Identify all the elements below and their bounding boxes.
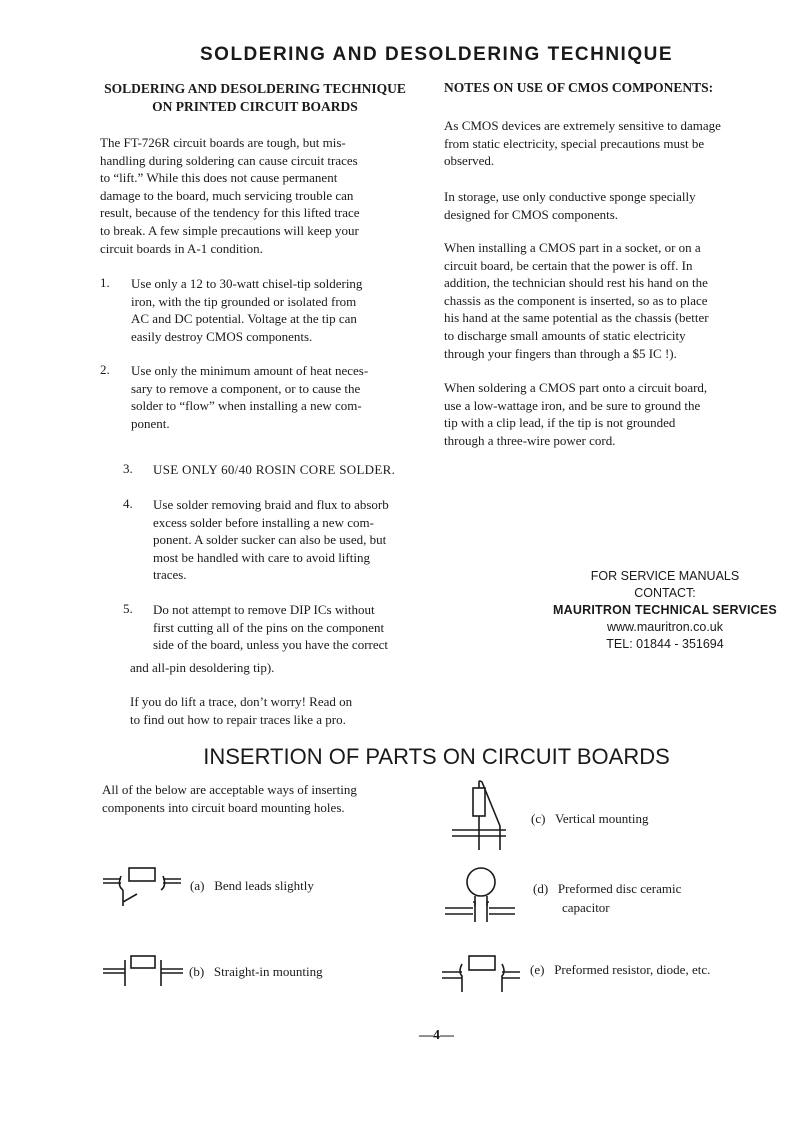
text-line: Use only a 12 to 30-watt chisel-tip soldering bbox=[131, 276, 363, 291]
left-heading-line-2: ON PRINTED CIRCUIT BOARDS bbox=[152, 99, 358, 114]
text-line: When soldering a CMOS part onto a circuit board, bbox=[444, 380, 708, 395]
list-item-number: 1. bbox=[100, 275, 110, 290]
text-line: All of the below are acceptable ways of inserting bbox=[102, 782, 357, 797]
text-line: handling during soldering can cause circuit traces bbox=[100, 152, 358, 168]
figure-tag: (a) bbox=[190, 878, 205, 893]
text-line: When installing a CMOS part in a socket, or on a bbox=[444, 240, 701, 255]
figure-c-label bbox=[531, 809, 648, 828]
left-heading bbox=[100, 80, 410, 116]
text-line: through your fingers than through a $5 IC !). bbox=[444, 345, 677, 361]
text-line: If you do lift a trace, don’t worry! Read on bbox=[130, 694, 353, 709]
figure-caption: capacitor bbox=[562, 900, 610, 915]
text-line: ponent. bbox=[131, 415, 170, 431]
insertion-intro bbox=[102, 781, 422, 816]
figure-caption: Bend leads slightly bbox=[214, 878, 314, 893]
page-number: —4— bbox=[419, 1028, 454, 1043]
text-line: to “lift.” While this does not cause permanent bbox=[100, 170, 338, 186]
text-line: Do not attempt to remove DIP ICs without bbox=[153, 602, 375, 617]
figure-caption: Straight-in mounting bbox=[213, 964, 323, 979]
figure-d-label bbox=[533, 879, 681, 917]
text-line: tip with a clip lead, if the tip is not grounded bbox=[444, 415, 676, 431]
figure-b-label bbox=[189, 962, 323, 981]
text-line: most be handled with care to avoid lifting bbox=[153, 549, 370, 565]
list-item-number: 3. bbox=[123, 461, 133, 476]
figure-tag: (e) bbox=[530, 962, 545, 977]
list-item-number: 5. bbox=[123, 601, 133, 616]
service-company: MAURITRON TECHNICAL SERVICES bbox=[553, 603, 777, 617]
service-line: FOR SERVICE MANUALS bbox=[590, 569, 740, 583]
figure-caption: Vertical mounting bbox=[554, 811, 649, 826]
text-line: excess solder before installing a new com- bbox=[153, 514, 374, 530]
figure-a-label bbox=[190, 876, 314, 895]
figure-caption: Preformed disc ceramic bbox=[557, 881, 682, 896]
figure-tag: (d) bbox=[533, 881, 549, 896]
disc-capacitor-diagram bbox=[445, 862, 517, 924]
text-line: addition, the technician should rest his hand on the bbox=[444, 275, 708, 291]
service-line: CONTACT: bbox=[634, 586, 696, 600]
figure-e-label bbox=[530, 960, 710, 979]
bent-lead-resistor-diagram bbox=[103, 862, 185, 912]
text-line: circuit boards in A-1 condition. bbox=[100, 240, 263, 256]
right-heading: NOTES ON USE OF CMOS COMPONENTS: bbox=[444, 80, 714, 95]
text-line: easily destroy CMOS components. bbox=[131, 328, 313, 344]
list-item-text bbox=[153, 496, 427, 584]
preformed-resistor-diagram bbox=[442, 950, 522, 994]
service-notice bbox=[505, 568, 793, 653]
left-heading-line-1: SOLDERING AND DESOLDERING TECHNIQUE bbox=[104, 81, 406, 96]
text-line: to break. A few simple precautions will keep your bbox=[100, 222, 359, 238]
cmos-paragraph bbox=[444, 188, 746, 223]
text-line: Use solder removing braid and flux to absorb bbox=[153, 497, 389, 512]
service-phone: TEL: 01844 - 351694 bbox=[606, 637, 724, 651]
text-line: In storage, use only conductive sponge specially bbox=[444, 189, 696, 204]
closing-paragraph bbox=[130, 693, 410, 728]
text-line: circuit board, be certain that the power is off. In bbox=[444, 257, 693, 273]
text-line: to discharge small amounts of static electricity bbox=[444, 327, 686, 343]
figure-tag: (b) bbox=[189, 964, 205, 979]
text-line: sary to remove a component, or to cause the bbox=[131, 380, 361, 396]
text-line: designed for CMOS components. bbox=[444, 206, 619, 222]
section-title: INSERTION OF PARTS ON CIRCUIT BOARDS bbox=[203, 744, 670, 769]
text-line: damage to the board, much servicing trouble can bbox=[100, 187, 354, 203]
text-line: ponent. A solder sucker can also be used, but bbox=[153, 532, 387, 548]
figure-tag: (c) bbox=[531, 811, 546, 826]
text-line: use a low-wattage iron, and be sure to ground the bbox=[444, 397, 701, 413]
text-line: from static electricity, special precautions must be bbox=[444, 135, 705, 151]
text-line: USE ONLY 60/40 ROSIN CORE SOLDER. bbox=[153, 462, 396, 477]
text-line: components into circuit board mounting holes. bbox=[102, 799, 345, 815]
text-line: his hand at the same potential as the chassis (better bbox=[444, 310, 709, 326]
cmos-paragraph bbox=[444, 239, 746, 362]
text-line: The FT-726R circuit boards are tough, but mis- bbox=[100, 135, 346, 150]
vertical-mount-diagram bbox=[452, 780, 522, 852]
list-item-number: 2. bbox=[100, 362, 110, 377]
list-item-text bbox=[131, 275, 405, 345]
list-item-number: 4. bbox=[123, 496, 133, 511]
text-line: side of the board, unless you have the correct bbox=[153, 637, 389, 653]
text-line: iron, with the tip grounded or isolated from bbox=[131, 293, 357, 309]
list-item-text bbox=[153, 601, 427, 654]
cmos-paragraph bbox=[444, 379, 746, 449]
text-line: first cutting all of the pins on the component bbox=[153, 619, 385, 635]
list-item-text-continuation: and all-pin desoldering tip). bbox=[130, 660, 275, 675]
straight-in-resistor-diagram bbox=[103, 952, 185, 988]
text-line: to find out how to repair traces like a pro. bbox=[130, 711, 346, 727]
text-line: solder to “flow” when installing a new com- bbox=[131, 398, 362, 414]
text-line: through a three-wire power cord. bbox=[444, 432, 616, 448]
page-title: SOLDERING AND DESOLDERING TECHNIQUE bbox=[200, 44, 673, 65]
text-line: observed. bbox=[444, 153, 495, 169]
list-item-text bbox=[153, 461, 443, 479]
text-line: As CMOS devices are extremely sensitive to damage bbox=[444, 118, 721, 133]
text-line: result, because of the tendency for this lifted trace bbox=[100, 205, 360, 221]
text-line: AC and DC potential. Voltage at the tip can bbox=[131, 311, 357, 327]
left-intro-paragraph bbox=[100, 134, 405, 257]
text-line: traces. bbox=[153, 567, 187, 583]
figure-caption: Preformed resistor, diode, etc. bbox=[554, 962, 711, 977]
service-website: www.mauritron.co.uk bbox=[606, 620, 723, 634]
cmos-paragraph bbox=[444, 117, 746, 170]
text-line: chassis as the component is inserted, so as to place bbox=[444, 292, 708, 308]
list-item-text bbox=[131, 362, 405, 432]
text-line: Use only the minimum amount of heat neces- bbox=[131, 363, 369, 378]
